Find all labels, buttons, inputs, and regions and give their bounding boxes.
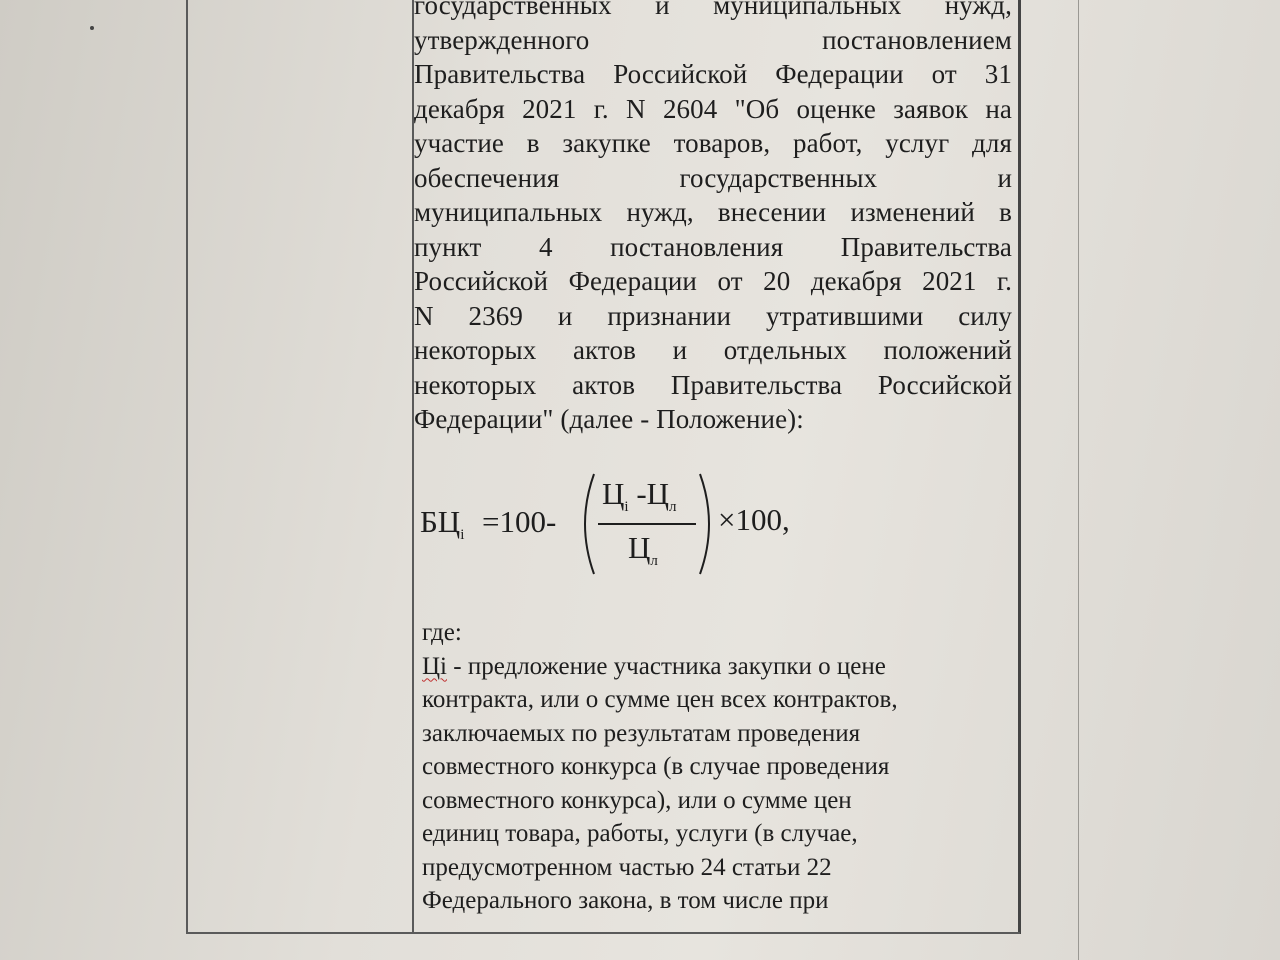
definition-line: контракта, или о сумме цен всех контрактов, <box>422 686 898 713</box>
definition-line: заключаемых по результатам проведения <box>422 719 861 747</box>
legal-paragraph <box>414 0 1012 437</box>
definition-line: Федерального закона, в том числе при <box>422 887 829 914</box>
definition-line: единиц товара, работы, услуги (в случае, <box>422 820 858 847</box>
formula-denominator: $Ц_л$ <box>628 530 658 570</box>
paragraph-line: декабря 2021 г. N 2604 "Об оценке заявок на <box>414 93 1012 124</box>
table-border-left <box>186 0 188 934</box>
paragraph-line: Федерации" (далее - Положение): <box>414 404 804 434</box>
formula-equals: =100- <box>482 504 557 539</box>
paragraph-line: Российской Федерации от 20 декабря 2021 г. <box>414 266 1012 296</box>
paragraph-line: пункт 4 постановления Правительства <box>414 231 1012 262</box>
paragraph-line: некоторых актов и отдельных положений <box>414 335 1012 365</box>
table-border-bottom <box>186 932 1020 934</box>
formula-lhs: $БЦ_i$ <box>420 504 465 544</box>
stray-mark <box>90 26 94 30</box>
definition-line: Цi - предложение участника закупки о цене <box>422 652 886 680</box>
formula-numerator: $Ц_i$ $-Ц_л$ <box>602 476 677 516</box>
formula-tail: ×100, <box>718 502 790 537</box>
paragraph-line: утвержденного постановлением <box>414 24 1012 55</box>
paragraph-line: Правительства Российской Федерации от 31 <box>414 59 1012 89</box>
price-score-formula <box>420 468 840 578</box>
table-border-right <box>1018 0 1021 934</box>
paragraph-line: государственных и муниципальных нужд, <box>414 0 1012 20</box>
paragraph-line: муниципальных нужд, внесении изменений в <box>414 197 1012 227</box>
definitions-block <box>422 616 1012 918</box>
window-edge <box>1078 0 1079 960</box>
definition-term: Цi <box>422 652 447 680</box>
definition-line: совместного конкурса (в случае проведения <box>422 753 890 780</box>
paragraph-line: N 2369 и признании утратившими силу <box>414 300 1012 331</box>
definition-line: совместного конкурса), или о сумме цен <box>422 786 852 814</box>
paragraph-line: участие в закупке товаров, работ, услуг для <box>414 128 1012 158</box>
paragraph-line: некоторых актов Правительства Российской <box>414 369 1012 400</box>
definition-line: предусмотренном частью 24 статьи 22 <box>422 853 832 881</box>
where-label: где: <box>422 619 462 646</box>
paragraph-line: обеспечения государственных и <box>414 162 1012 193</box>
